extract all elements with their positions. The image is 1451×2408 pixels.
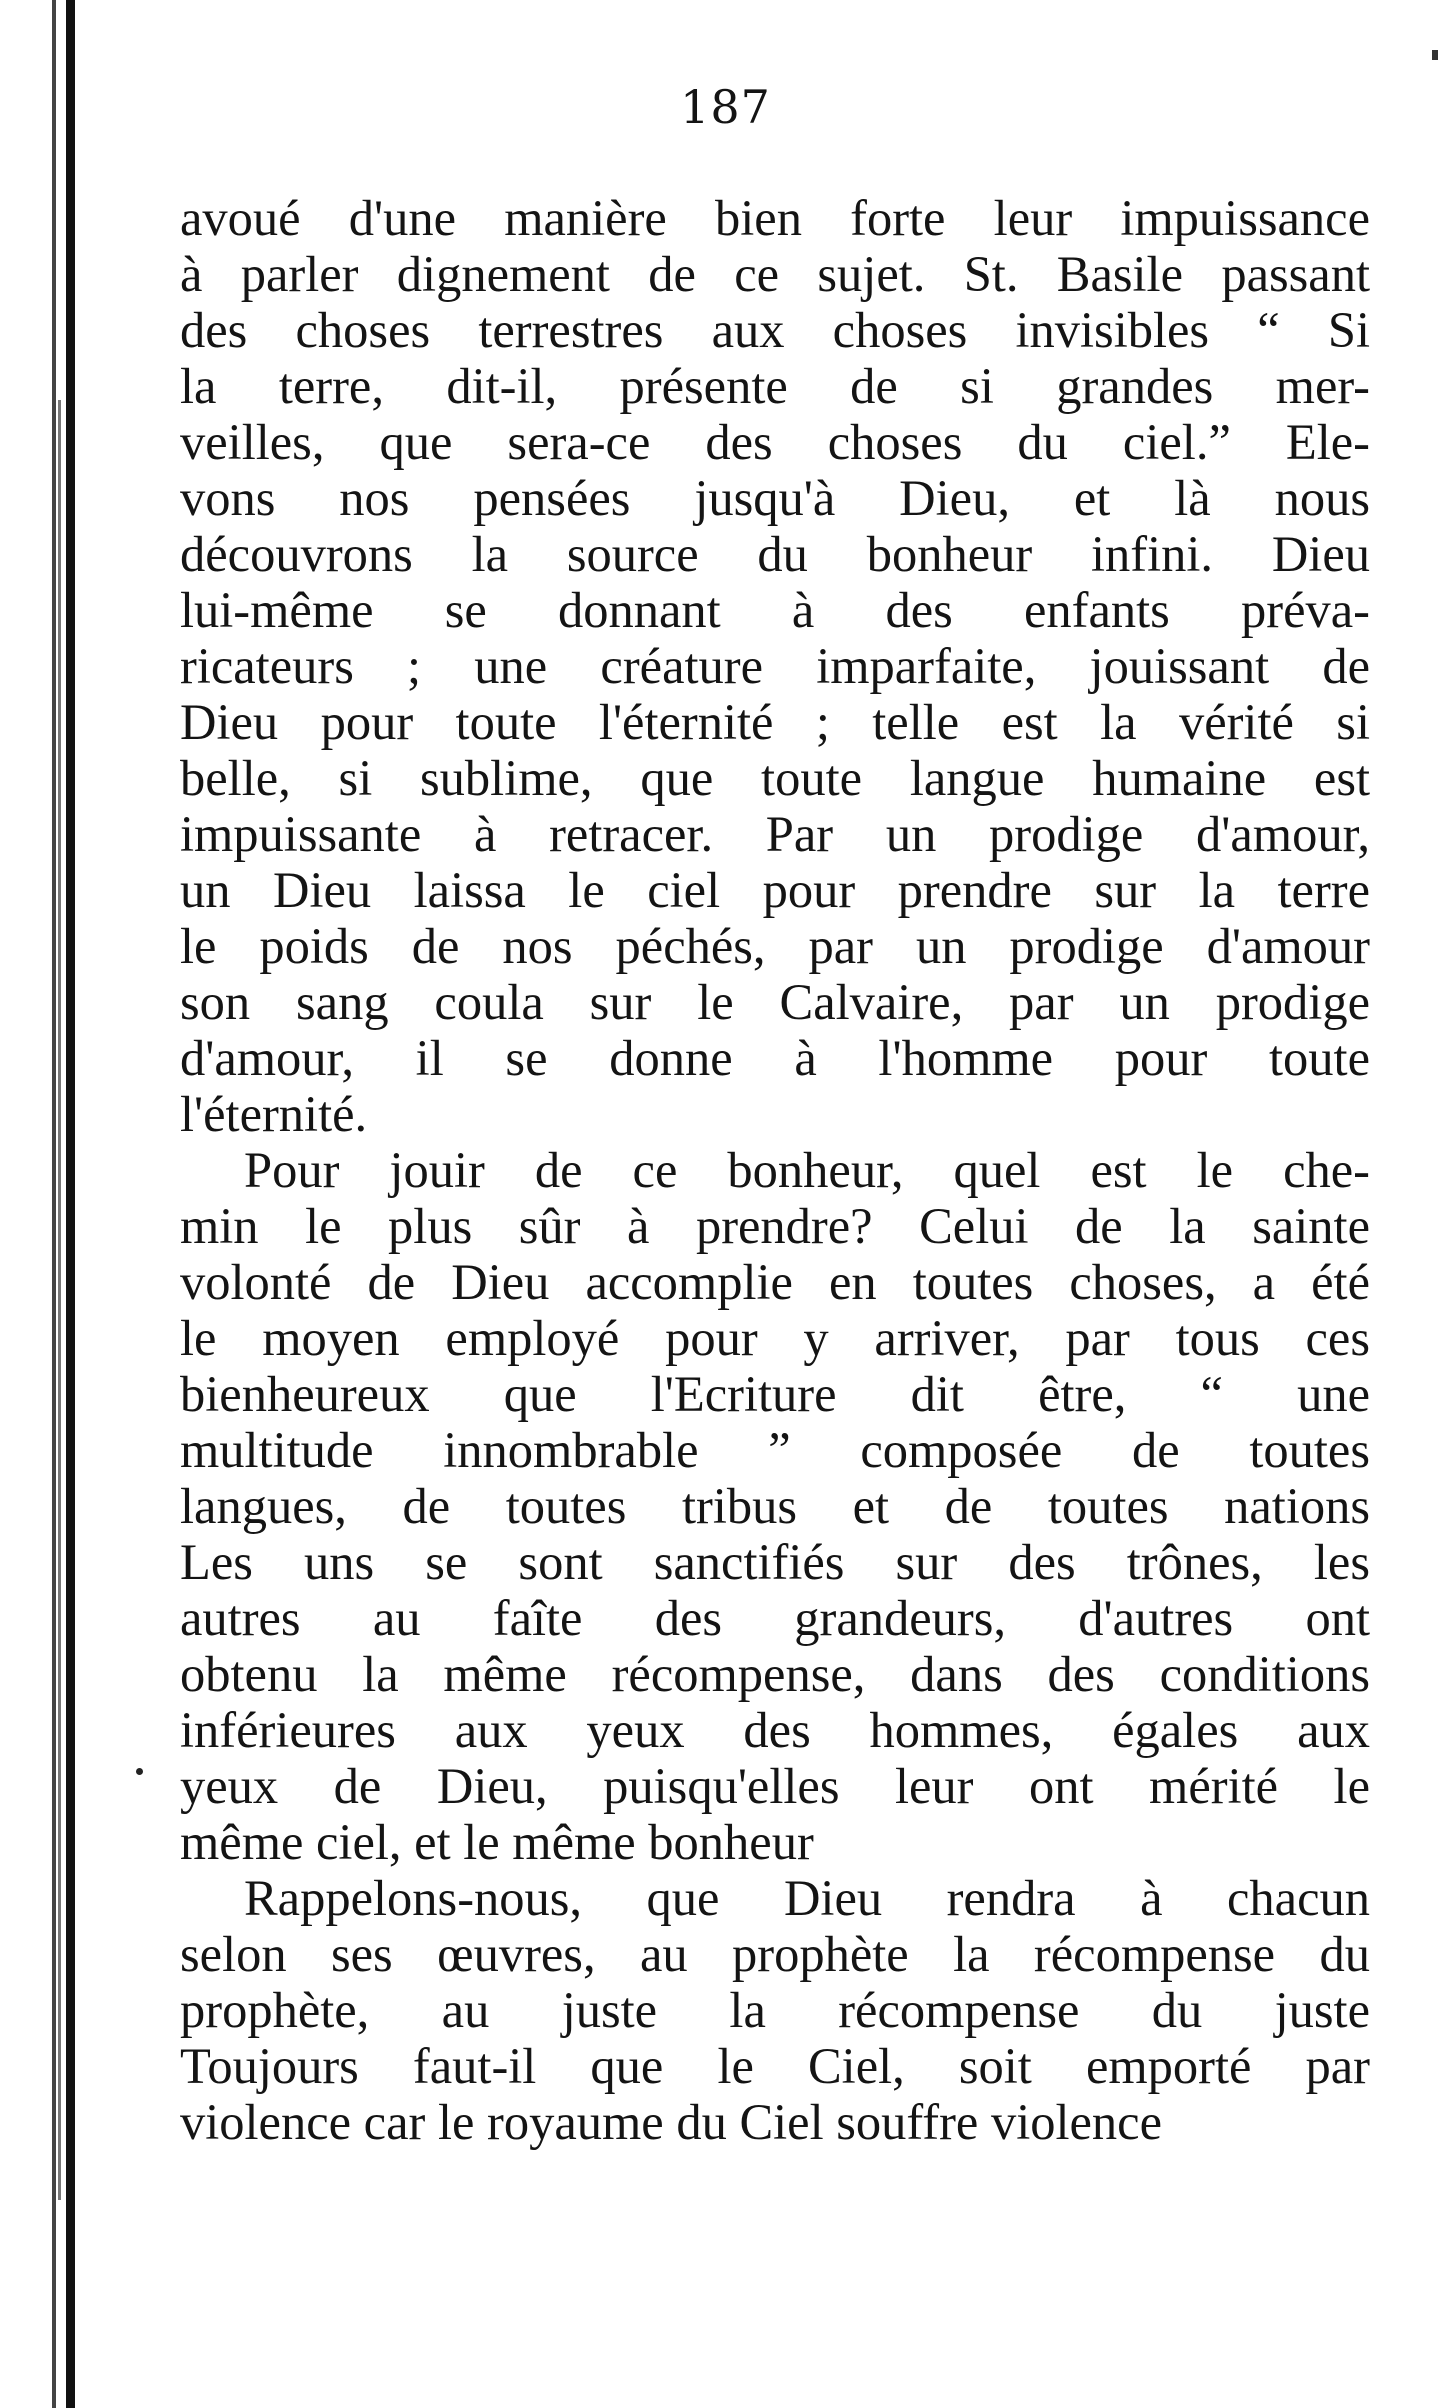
text-line: vons nos pensées jusqu'à Dieu, et là nous <box>180 470 1370 526</box>
text-line: l'éternité. <box>180 1086 368 1142</box>
text-line: impuissante à retracer. Par un prodige d'amour, <box>180 806 1370 862</box>
page-number: 187 <box>680 80 771 134</box>
paragraph <box>180 190 1370 1142</box>
text-line: découvrons la source du bonheur infini. Dieu <box>180 526 1370 582</box>
text-line: des choses terrestres aux choses invisibles “ Si <box>180 302 1370 358</box>
scan-speck <box>136 1768 143 1775</box>
text-line: Rappelons-nous, que Dieu rendra à chacun <box>244 1870 1370 1926</box>
book-spine-edge <box>0 0 78 2408</box>
text-line: belle, si sublime, que toute langue humaine est <box>180 750 1370 806</box>
paragraph <box>180 1870 1370 2150</box>
text-line: obtenu la même récompense, dans des conditions <box>180 1646 1370 1702</box>
text-line: le poids de nos péchés, par un prodige d'amour <box>180 918 1370 974</box>
scan-speck <box>1432 50 1438 60</box>
text-line: à parler dignement de ce sujet. St. Basile passant <box>180 246 1370 302</box>
spine-shadow-line <box>52 0 56 2408</box>
text-line: inférieures aux yeux des hommes, égales aux <box>180 1702 1370 1758</box>
paragraph <box>180 1142 1370 1870</box>
body-text <box>180 190 1370 2150</box>
text-line: ricateurs ; une créature imparfaite, jouissant de <box>180 638 1370 694</box>
text-line: prophète, au juste la récompense du juste <box>180 1982 1370 2038</box>
text-line: volonté de Dieu accomplie en toutes choses, a été <box>180 1254 1370 1310</box>
text-line: Dieu pour toute l'éternité ; telle est la vérité si <box>180 694 1370 750</box>
spine-binding-line <box>66 0 75 2408</box>
text-line: son sang coula sur le Calvaire, par un prodige <box>180 974 1370 1030</box>
text-line: même ciel, et le même bonheur <box>180 1814 814 1870</box>
text-line: Toujours faut-il que le Ciel, soit emporté par <box>180 2038 1370 2094</box>
text-line: min le plus sûr à prendre? Celui de la sainte <box>180 1198 1370 1254</box>
text-line: avoué d'une manière bien forte leur impuissance <box>180 190 1370 246</box>
text-line: d'amour, il se donne à l'homme pour toute <box>180 1030 1370 1086</box>
text-line: le moyen employé pour y arriver, par tous ces <box>180 1310 1370 1366</box>
text-line: un Dieu laissa le ciel pour prendre sur la terre <box>180 862 1370 918</box>
text-line: veilles, que sera-ce des choses du ciel.” Ele- <box>180 414 1370 470</box>
text-line: la terre, dit-il, présente de si grandes mer- <box>180 358 1370 414</box>
spine-shadow-line <box>58 400 61 2200</box>
text-line: Pour jouir de ce bonheur, quel est le che- <box>244 1142 1370 1198</box>
text-line: Les uns se sont sanctifiés sur des trônes, les <box>180 1534 1370 1590</box>
text-line: bienheureux que l'Ecriture dit être, “ une <box>180 1366 1370 1422</box>
text-line: violence car le royaume du Ciel souffre violence <box>180 2094 1163 2150</box>
text-line: yeux de Dieu, puisqu'elles leur ont mérité le <box>180 1758 1370 1814</box>
text-line: langues, de toutes tribus et de toutes nations <box>180 1478 1370 1534</box>
text-line: autres au faîte des grandeurs, d'autres ont <box>180 1590 1370 1646</box>
text-line: multitude innombrable ” composée de toutes <box>180 1422 1370 1478</box>
text-line: lui-même se donnant à des enfants préva- <box>180 582 1370 638</box>
text-line: selon ses œuvres, au prophète la récompense du <box>180 1926 1370 1982</box>
